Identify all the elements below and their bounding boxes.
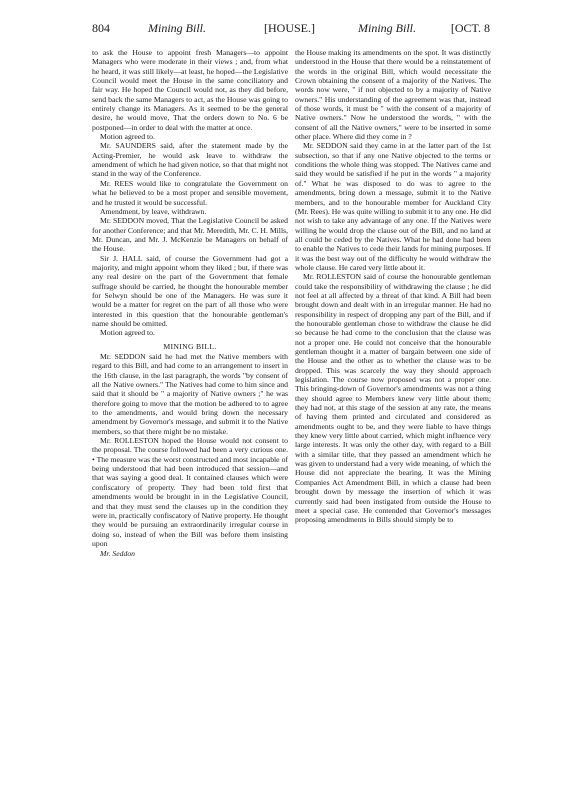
right-column bbox=[295, 48, 491, 525]
paragraph: Mr. ROLLESTON said of course the honourable gentleman could take the responsibility of withdrawing the clause ; he did not feel at all affected by a threat of that kind. A Bill had been brought down and dealt with in an irregular manner. He had no responsibility in respect of dropping any part of the Bill, and if the honourable gentleman chose to withdraw the clause he did so because he had come to the conclusion that the clause was not a proper one. He could not conceive that the honourable gentleman thought it a matter of bargain between one side of the House and the other as to whether the clause was to be dropped. This was scarcely the way they should approach legislation. The course now proposed was not a proper one. This bringing-down of Governor's amendments was not a thing they should agree to Members knew very little about them; they had not, at this stage of the session at any rate, the means of having them printed and circulated and considered as amendments ought to be, and they were liable to have things they knew very little about carried, which might influence very large interests. It was only the other day, with regard to a Bill with a similar title, that they passed an amendment which he was given to understand had a very wide meaning, of which the House did not appreciate the bearing. It was the Mining Companies Act Amendment Bill, in which a clause had been brought down by message the insertion of which it was currently said had been instigated from outside the House to meet a special case. He contended that Governor's messages proposing amendments in Bills should simply be to bbox=[295, 272, 491, 525]
paragraph: Mr. ROLLESTON hoped the House would not consent to the proposal. The course followed had been a very curious one. • The measure was the worst constructed and most incapable of being understood that had been introduced that session—and that was saying a good deal. It contained clauses which were confiscatory of property. They had been told first that amendments would be brought in in the Legislative Council, and that they must send the clauses up in the condition they were in, practically confiscatory of Native property. He thought they would be pursuing an extraordinarily irregular course in doing so, instead of when the Bill was before them insisting upon bbox=[92, 436, 288, 548]
left-column bbox=[92, 48, 288, 559]
paragraph: Motion agreed to. bbox=[100, 132, 155, 142]
paragraph: Mr. SEDDON said he had met the Native members with regard to this Bill, and had come to an arrangement to insert in the 16th clause, in the last paragraph, the words "by consent of all the Native owners." The Natives had come to him since and said that it should be " a majority of Native owners ;" he was therefore going to move that the motion be adhered to to agree to the amendments, and would bring down the necessary amendment by Governor's message, and submit it to the Native members, so that there might be no mistake. bbox=[92, 352, 288, 436]
paragraph: Amendment, by leave, withdrawn. bbox=[100, 206, 207, 216]
paragraph: the House making its amendments on the spot. It was distinctly understood in the House that there would be a reinstatement of the words in the original Bill, which would necessitate the Crown obtaining the consent of a majority of the Natives. The words now were, " if not objected to by a majority of Native owners." His understanding of the agreement was that, instead of those words, it must be " with the consent of a majority of Native owners." Now he understood the words, " with the consent of all the Native owners," were to be inserted in some other place. Where did they come in ? bbox=[295, 48, 491, 142]
date-label: [OCT. 8 bbox=[450, 21, 490, 35]
paragraph: Motion agreed to. bbox=[100, 328, 155, 338]
section-heading: MINING BILL. bbox=[163, 341, 217, 351]
house-label: [HOUSE.] bbox=[264, 21, 315, 35]
paragraph: Mr. SEDDON said they came in at the latter part of the 1st subsection, so that if any one Native objected to the terms or conditions the whole thing was stopped. The Natives came and said they would be satisfied if he put in the words " a majority of." What he was disposed to do was to agree to the amendments, bring down a message, submit it to the Native members, and to the honourable member for Auckland City (Mr. Rees). He was quite willing to submit it to any one. He did not wish to take any advantage of any one. If the Natives were willing he would drop the clause out of the Bill, and no land at all could be ceded by the Natives. What he had done had been to enable the Natives to cede their lands for mining purposes. If it was the best way out of the difficulty he would withdraw the whole clause. He cared very little about it. bbox=[295, 141, 492, 272]
left-running-title: Mining Bill. bbox=[148, 21, 206, 35]
page-number: 804 bbox=[92, 21, 110, 35]
running-header bbox=[92, 20, 490, 36]
speaker-footer: Mr. Seddon bbox=[100, 549, 136, 559]
paragraph: Mr. SAUNDERS said, after the statement made by the Acting-Premier, he would ask leave to withdraw the amendment of which he had given notice, so that that might not stand in the way of the Conference. bbox=[92, 141, 288, 179]
paragraph: Sir J. HALL said, of course the Government had got a majority, and might appoint whom they liked ; but, if there was any real desire on the part of the Government that female suffrage should be carried, he thought the honourable member for Selwyn should be one of the Managers. He was sure it would be a matter for regret on the part of all those who were interested in this question that the honourable gentleman's name should be omitted. bbox=[92, 253, 288, 328]
paragraph: Mr. REES would like to congratulate the Government on what he believed to be a most proper and sensible movement, and he trusted it would be successful. bbox=[92, 178, 288, 207]
paragraph: Mr. SEDDON moved, That the Legislative Council be asked for another Conference; and that Mr. Meredith, Mr. C. H. Mills, Mr. Duncan, and Mr. J. McKenzie be Managers on behalf of the House. bbox=[92, 216, 288, 254]
paragraph: to ask the House to appoint fresh Managers—to appoint Managers who were moderate in their views ; and, from what he heard, it was still likely—at least, he hoped—the Legislative Council would meet the House in the same conciliatory and fair way. He hoped the Council would not, as they did before, send back the same Managers to act, as the House was going to entirely change its Managers. As it seemed to be the general desire, he would move, That the orders down to No. 6 be postponed—in order to deal with the matter at once. bbox=[92, 48, 288, 132]
right-running-title: Mining Bill. bbox=[358, 21, 416, 35]
